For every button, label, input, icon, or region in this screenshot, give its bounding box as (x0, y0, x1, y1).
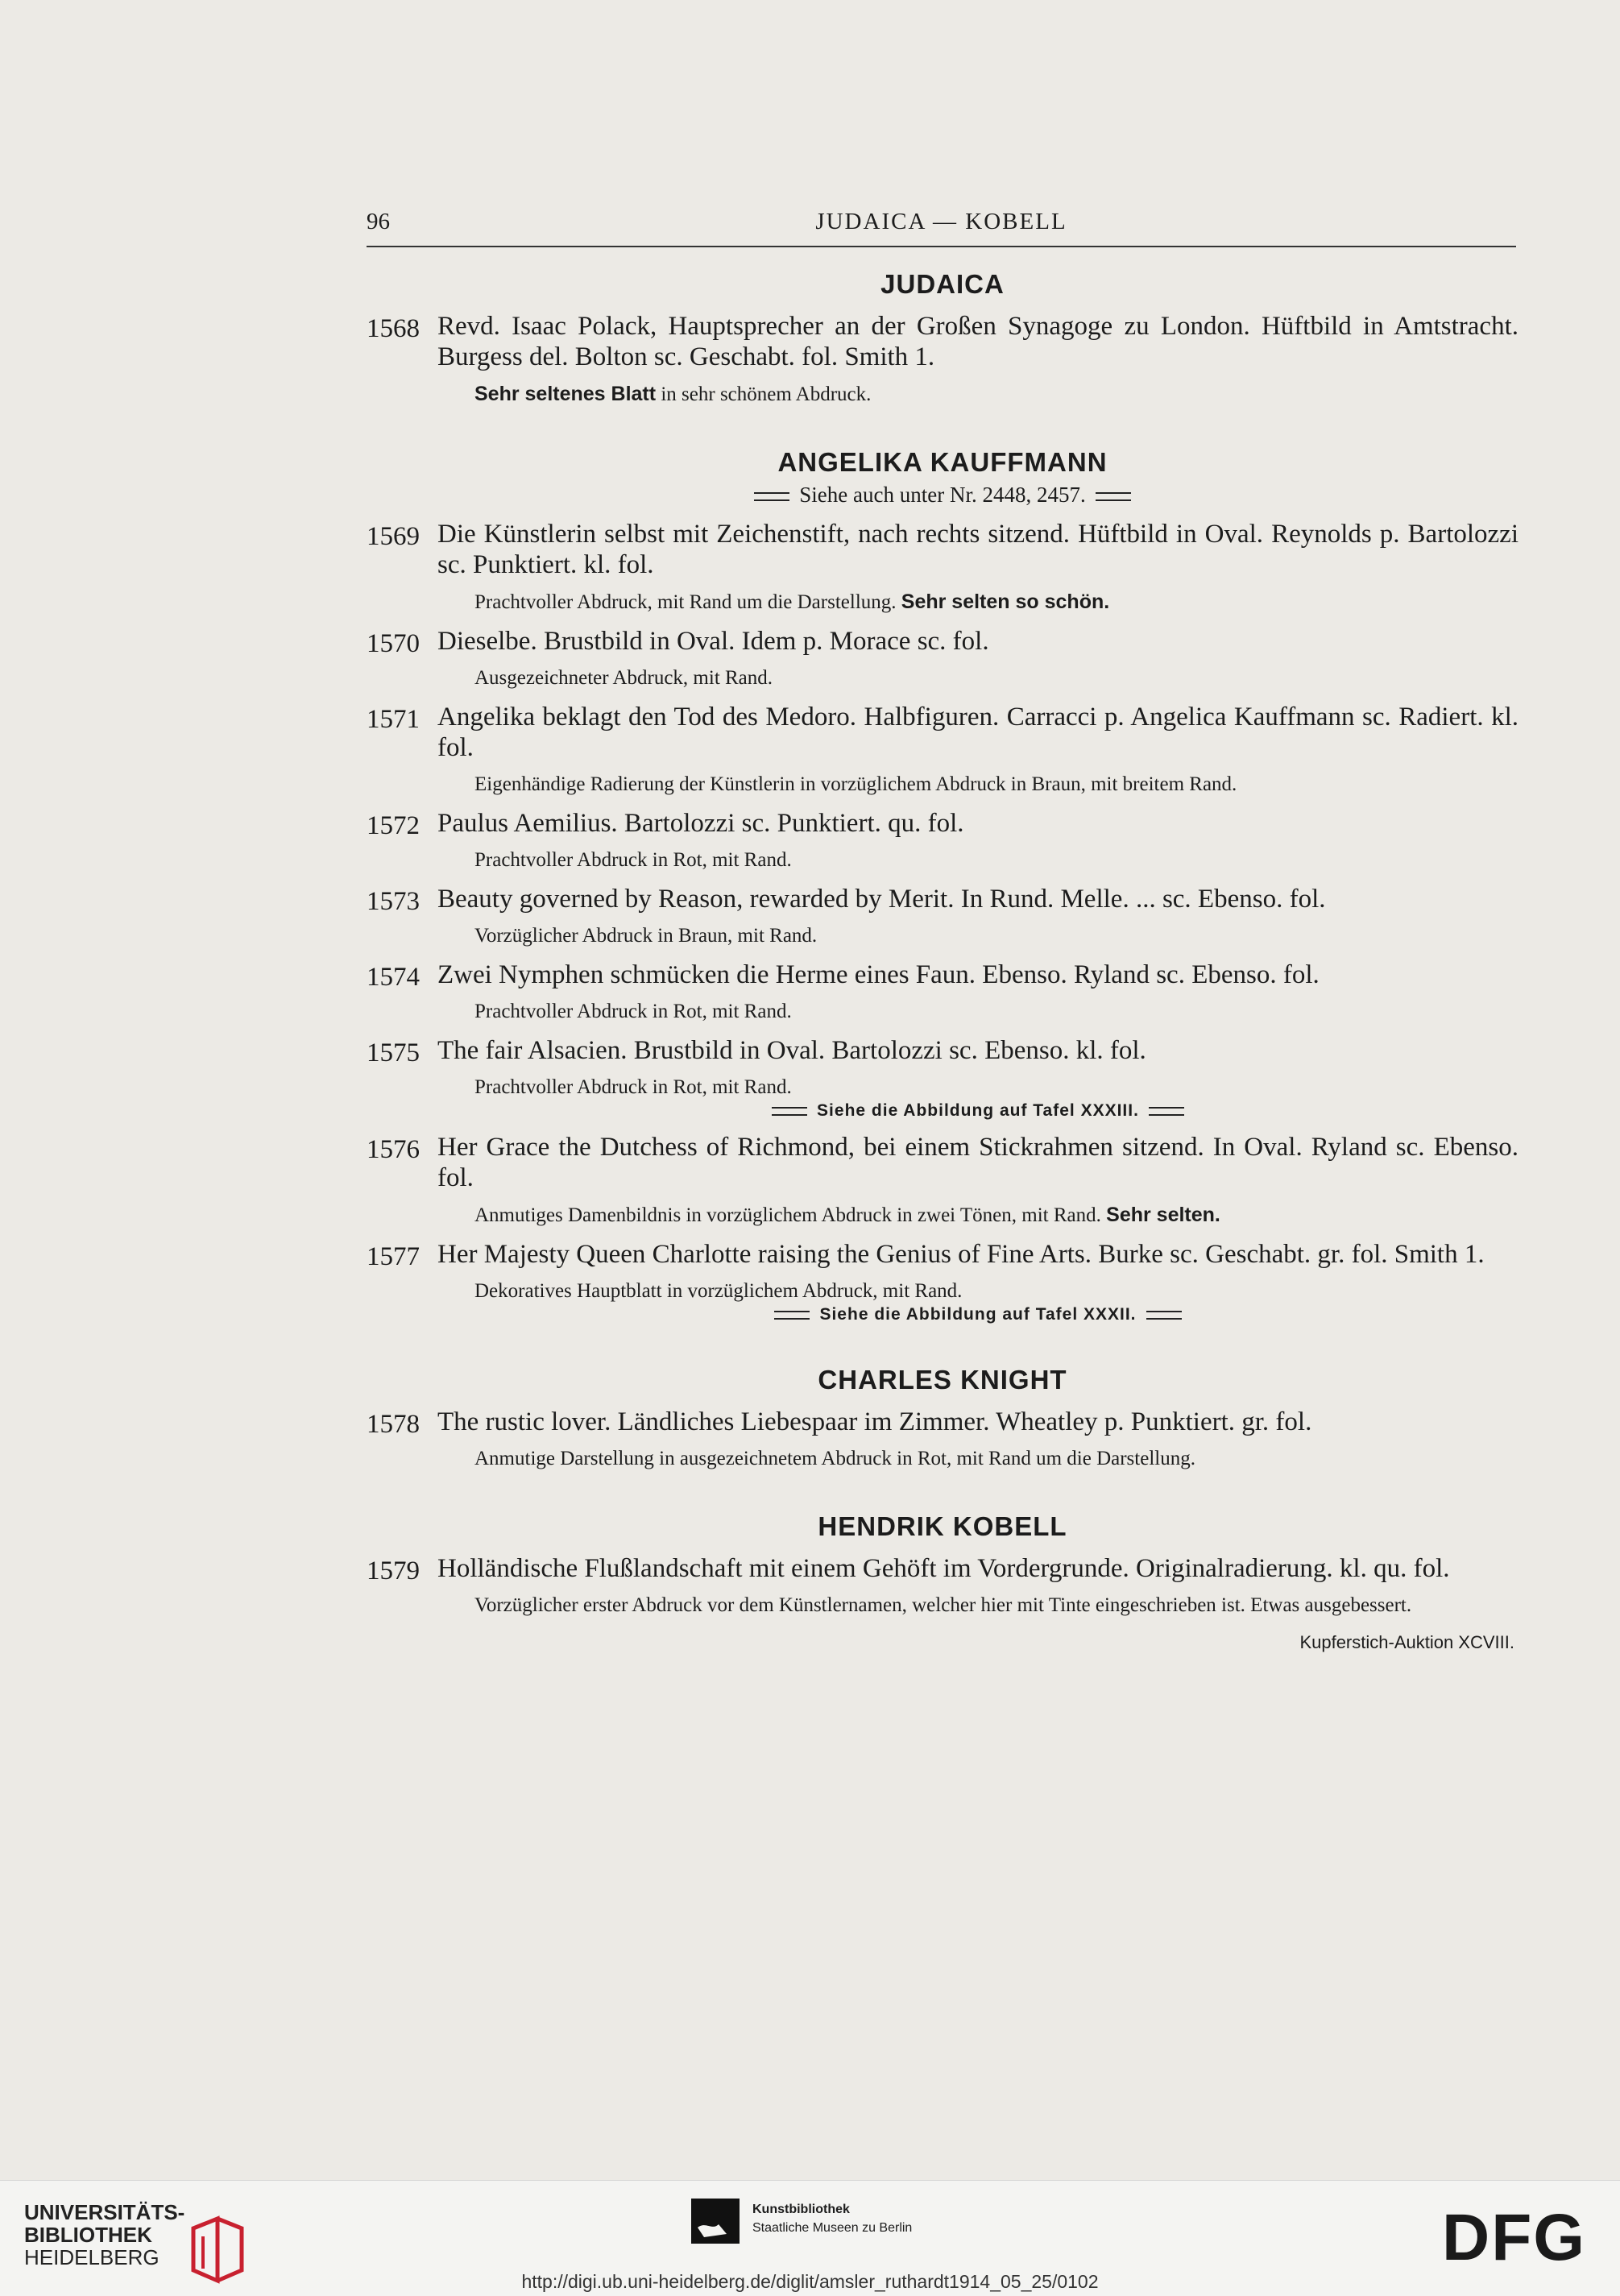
dfg-logo[interactable]: DFG (1442, 2201, 1587, 2274)
entry-note: Prachtvoller Abdruck in Rot, mit Rand. (474, 1001, 792, 1022)
entry-note: Prachtvoller Abdruck in Rot, mit Rand. (474, 1076, 792, 1098)
catalogue-entry (367, 519, 1518, 615)
kunstbibliothek-text (752, 2200, 912, 2237)
entry-note: Eigenhändige Radierung der Künstlerin in vorzüglichem Abdruck in Braun, mit breitem Rand. (474, 773, 1237, 795)
rule-ornament (1149, 1107, 1184, 1116)
plate-reference (437, 1101, 1518, 1121)
entry-title: Her Majesty Queen Charlotte raising the Genius of Fine Arts. Burke sc. Geschabt. gr. fol. Smith 1. (437, 1240, 1485, 1269)
running-title: JUDAICA — KOBELL (815, 209, 1067, 234)
ub-logo-text (24, 2201, 184, 2269)
lot-number: 1568 (367, 314, 420, 343)
catalogue-entry (367, 626, 1518, 690)
ub-heidelberg-logo[interactable] (24, 2201, 184, 2269)
catalogue-entry (367, 702, 1518, 797)
entry-note: Prachtvoller Abdruck in Rot, mit Rand. (474, 849, 792, 871)
viewer-footer (0, 2180, 1620, 2296)
lot-number: 1570 (367, 629, 420, 658)
lot-number: 1569 (367, 522, 420, 551)
entry-title: Her Grace the Dutchess of Richmond, bei einem Stickrahmen sitzend. In Oval. Ryland sc. Ebenso. fol. (437, 1133, 1518, 1192)
entry-title: Revd. Isaac Polack, Hauptsprecher an der Großen Synagoge zu London. Hüftbild in Amtstracht. Burgess del. Bolton sc. Geschabt. fol. Smith 1. (437, 312, 1518, 371)
lot-number: 1575 (367, 1038, 420, 1067)
kb-line: Staatliche Museen zu Berlin (752, 2221, 913, 2235)
catalogue-entry (367, 808, 1518, 872)
section-heading: JUDAICA (880, 269, 1005, 299)
entry-title: The fair Alsacien. Brustbild in Oval. Bartolozzi sc. Ebenso. kl. fol. (437, 1036, 1146, 1065)
catalogue-entry (367, 959, 1518, 1024)
ub-logo-line: HEIDELBERG (24, 2245, 160, 2269)
entry-note (474, 590, 1518, 615)
rule-ornament (772, 1107, 807, 1116)
catalogue-entry (367, 1035, 1518, 1121)
rule-ornament (754, 492, 789, 501)
kunstbibliothek-emblem-icon (691, 2199, 740, 2244)
plate-reference (437, 1305, 1518, 1324)
entry-title: Dieselbe. Brustbild in Oval. Idem p. Morace sc. fol. (437, 627, 989, 656)
entry-title: Holländische Flußlandschaft mit einem Gehöft im Vordergrunde. Originalradierung. kl. qu. fol. (437, 1554, 1450, 1583)
lot-number: 1579 (367, 1556, 420, 1585)
entry-title: Angelika beklagt den Tod des Medoro. Halbfiguren. Carracci p. Angelica Kauffmann sc. Radiert. kl. fol. (437, 702, 1518, 762)
entry-note (474, 1203, 1518, 1228)
ub-logo-line: BIBLIOTHEK (24, 2223, 152, 2247)
section-heading: CHARLES KNIGHT (818, 1365, 1067, 1395)
lot-number: 1572 (367, 811, 420, 840)
lot-number: 1577 (367, 1242, 420, 1271)
catalogue-entry (367, 311, 1518, 407)
catalogue-entry (367, 1407, 1518, 1471)
entry-note: Anmutige Darstellung in ausgezeichnetem Abdruck in Rot, mit Rand um die Darstellung. (474, 1448, 1195, 1469)
see-also (367, 483, 1518, 508)
kb-line: Kunstbibliothek (752, 2203, 850, 2216)
entry-title: Paulus Aemilius. Bartolozzi sc. Punktiert. qu. fol. (437, 809, 964, 838)
note-emphasis: Sehr seltenes Blatt (474, 383, 657, 405)
note-emphasis: Sehr selten. (1106, 1204, 1220, 1226)
catalogue-entry (367, 884, 1518, 948)
entry-note: Dekoratives Hauptblatt in vorzüglichem Abdruck, mit Rand. (474, 1280, 963, 1302)
entry-title: Die Künstlerin selbst mit Zeichenstift, nach rechts sitzend. Hüftbild in Oval. Reynolds p. Bartolozzi sc. Punktiert. kl. fol. (437, 520, 1518, 579)
note-text: Prachtvoller Abdruck, mit Rand um die Darstellung. (474, 591, 897, 613)
permalink-url[interactable]: http://digi.ub.uni-heidelberg.de/diglit/amsler_ruthardt1914_05_25/0102 (521, 2271, 1099, 2292)
ub-logo-line: UNIVERSITÄTS- (24, 2200, 185, 2224)
rule-ornament (774, 1311, 810, 1320)
entry-note: Vorzüglicher erster Abdruck vor dem Künstlernamen, welcher hier mit Tinte eingeschrieben ist. Etwas ausgebessert. (474, 1594, 1412, 1616)
running-head (367, 205, 1516, 247)
see-also-text: Siehe auch unter Nr. 2448, 2457. (799, 483, 1086, 507)
lot-number: 1576 (367, 1135, 420, 1164)
lot-number: 1578 (367, 1410, 420, 1439)
catalogue-entry (367, 1132, 1518, 1228)
plate-reference-text: Siehe die Abbildung auf Tafel XXXIII. (817, 1101, 1139, 1120)
entry-title: The rustic lover. Ländliches Liebespaar im Zimmer. Wheatley p. Punktiert. gr. fol. (437, 1407, 1312, 1436)
catalogue-entry (367, 1553, 1518, 1618)
kunstbibliothek-logo[interactable] (691, 2199, 913, 2248)
plate-reference-text: Siehe die Abbildung auf Tafel XXXII. (819, 1305, 1137, 1324)
catalogue-entry (367, 1239, 1518, 1324)
entry-title: Zwei Nymphen schmücken die Herme eines Faun. Ebenso. Ryland sc. Ebenso. fol. (437, 960, 1320, 989)
note-text: in sehr schönem Abdruck. (661, 383, 872, 405)
page-number: 96 (367, 209, 390, 234)
lot-number: 1574 (367, 963, 420, 992)
note-text: Anmutiges Damenbildnis in vorzüglichem Abdruck in zwei Tönen, mit Rand. (474, 1204, 1101, 1226)
lot-number: 1573 (367, 887, 420, 916)
entry-note (474, 382, 1518, 407)
signature-mark: Kupferstich-Auktion XCVIII. (1299, 1632, 1514, 1652)
entry-title: Beauty governed by Reason, rewarded by Merit. In Rund. Melle. ... sc. Ebenso. fol. (437, 885, 1326, 914)
entry-note: Vorzüglicher Abdruck in Braun, mit Rand. (474, 925, 818, 947)
rule-ornament (1096, 492, 1131, 501)
section-heading: ANGELIKA KAUFFMANN (777, 447, 1108, 477)
lot-number: 1571 (367, 705, 420, 734)
catalogue-body (367, 258, 1518, 1653)
note-emphasis: Sehr selten so schön. (901, 591, 1110, 613)
entry-note: Ausgezeichneter Abdruck, mit Rand. (474, 667, 773, 689)
rule-ornament (1146, 1311, 1182, 1320)
section-heading: HENDRIK KOBELL (818, 1511, 1067, 1541)
